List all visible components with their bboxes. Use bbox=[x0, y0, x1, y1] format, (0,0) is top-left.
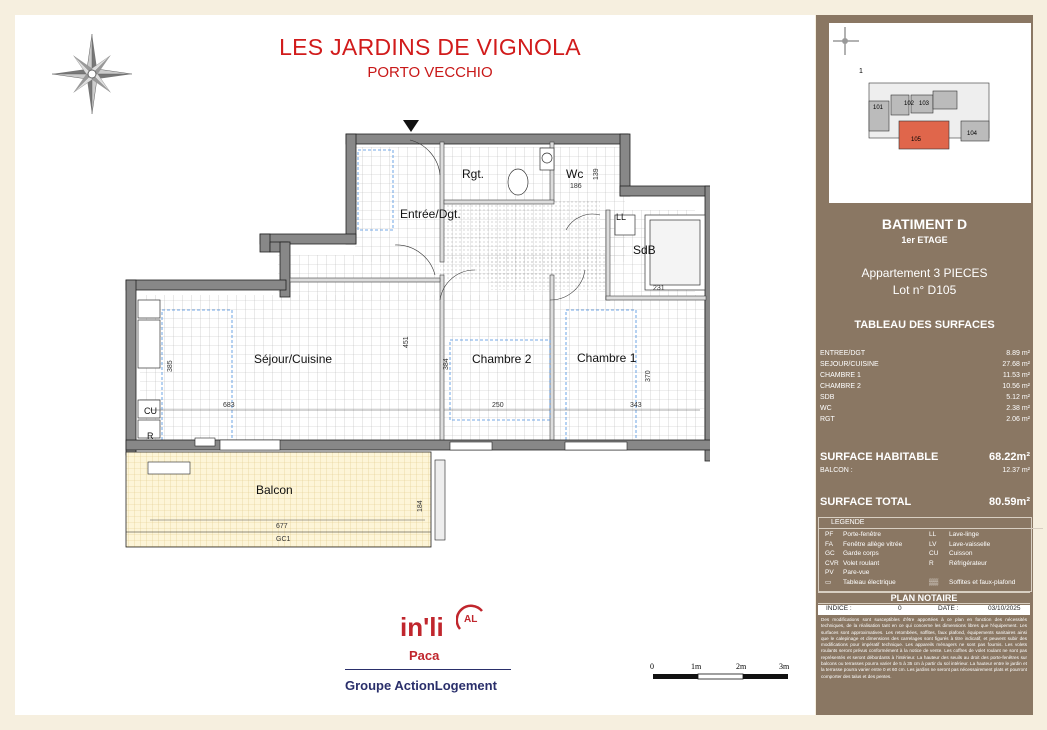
index-label: INDICE : bbox=[826, 605, 852, 612]
balcon-row bbox=[820, 467, 1030, 474]
legend-code: CVR bbox=[825, 559, 839, 567]
south-facade bbox=[126, 438, 710, 450]
scale-3m: 3m bbox=[779, 662, 790, 671]
keyplan-unit-103: 103 bbox=[919, 101, 930, 107]
legend-row bbox=[825, 568, 1025, 578]
dim-370: 370 bbox=[645, 370, 652, 382]
dim-683: 683 bbox=[223, 402, 235, 409]
keyplan-marker: 1 bbox=[859, 68, 863, 75]
surface-value: 8.89 m² bbox=[1006, 350, 1030, 357]
keyplan-unit-105: 105 bbox=[911, 137, 922, 143]
habitable-value: 68.22m² bbox=[989, 451, 1030, 463]
dim-451: 451 bbox=[403, 336, 410, 348]
dim-250: 250 bbox=[492, 402, 504, 409]
al-badge-icon bbox=[456, 603, 488, 633]
surface-value: 2.38 m² bbox=[1006, 405, 1030, 412]
legend-row bbox=[825, 559, 1025, 569]
disclaimer: Des modifications sont susceptibles d'être apportées à ce plan en fonction des nécessités techniques, de la réalisation tant en ce qui concerne les dimensions libres que l'équipement. Les surfaces sont approximatives. Les retombées, soffites, faux plafond, équipements sanitaires ainsi que le calepinage et dimensions des carrelages sont figurés à titre indicatif, et peuvent subir des modifications pour impératif technique. Les appareils ménagers ne sont pas fournis. Les volets roulants seront prévus conformément à la notice de vente. Les coffres de volet roulant ne sont pas représentés et seront débordants à l'intérieur. La hauteur des seuils au droit des porte-fenêtres sur balcons ou terrasses pourra varier de 5 à 35 cm à partir du sol intérieur. La hauteur entre le jardin et la terrasse pourra varier entre 0 et 60 cm. Les jardins ne seront pas nécessairement plats et pourront comporter des talus et des pentes. bbox=[821, 617, 1027, 679]
legend-code: PF bbox=[825, 531, 834, 538]
room-chambre1-label: Chambre 1 bbox=[577, 351, 637, 365]
brand-logo: in'li bbox=[400, 612, 444, 642]
room-entree-label: Entrée/Dgt. bbox=[400, 207, 461, 221]
notary-title: PLAN NOTAIRE bbox=[818, 592, 1030, 604]
floor-plan bbox=[110, 120, 710, 560]
legend-text: Garde corps bbox=[843, 550, 879, 558]
legend bbox=[818, 517, 1032, 592]
room-wc-label: Wc bbox=[566, 167, 584, 181]
balcon-value: 12.37 m² bbox=[1002, 467, 1030, 474]
legend-text: Volet roulant bbox=[843, 559, 880, 567]
legend-code: LV bbox=[929, 540, 937, 548]
surface-row bbox=[820, 372, 1030, 379]
notary-block bbox=[818, 592, 1030, 682]
surface-value: 10.56 m² bbox=[1002, 383, 1030, 390]
legend-code: CU bbox=[929, 550, 939, 558]
scale-0: 0 bbox=[650, 662, 654, 671]
legend-text: Réfrigérateur bbox=[949, 559, 987, 567]
legend-row bbox=[825, 540, 1025, 550]
room-sejour-label: Séjour/Cuisine bbox=[254, 352, 333, 366]
date-value: 03/10/2025 bbox=[988, 605, 1021, 612]
habitable-label: SURFACE HABITABLE bbox=[820, 451, 939, 463]
cu-label: CU bbox=[144, 406, 157, 416]
surfaces-title: TABLEAU DES SURFACES bbox=[854, 319, 995, 331]
surface-label: WC bbox=[820, 405, 832, 412]
total-value: 80.59m² bbox=[989, 496, 1030, 508]
surface-row bbox=[820, 416, 1030, 423]
scale-bar bbox=[645, 660, 795, 690]
total-label: SURFACE TOTAL bbox=[820, 496, 912, 508]
group-logo: Groupe ActionLogement bbox=[345, 678, 497, 693]
legend-row bbox=[825, 549, 1025, 559]
legend-row bbox=[825, 530, 1025, 540]
dim-385: 385 bbox=[167, 360, 174, 372]
r-label: R bbox=[147, 431, 154, 441]
keyplan-compass-icon bbox=[833, 27, 859, 55]
dim-184: 184 bbox=[417, 500, 424, 512]
surface-value: 5.12 m² bbox=[1006, 394, 1030, 401]
room-balcon-label: Balcon bbox=[256, 483, 293, 497]
index-value: 0 bbox=[898, 605, 902, 612]
surface-row bbox=[820, 383, 1030, 390]
legend-row bbox=[825, 578, 1025, 588]
dim-677: 677 bbox=[276, 523, 288, 530]
legend-text: Fenêtre allège vitrée bbox=[843, 540, 903, 548]
keyplan-unit-104: 104 bbox=[967, 131, 978, 137]
soffit-hatch-icon: ▒▒ bbox=[929, 578, 939, 586]
legend-text: Soffites et faux-plafond bbox=[949, 578, 1016, 586]
legend-code: GC bbox=[825, 550, 835, 558]
keyplan-unit-102: 102 bbox=[904, 101, 915, 107]
legend-text: Tableau électrique bbox=[843, 578, 896, 586]
brand-region: Paca bbox=[409, 648, 440, 663]
surface-row bbox=[820, 350, 1030, 357]
dim-186: 186 bbox=[570, 183, 582, 190]
surface-label: RGT bbox=[820, 416, 835, 423]
compass-rose-icon bbox=[40, 28, 140, 118]
logo-divider bbox=[345, 669, 511, 670]
keyplan-highlight bbox=[899, 121, 949, 149]
building-name: BATIMENT D bbox=[881, 216, 968, 232]
surface-label: SEJOUR/CUISINE bbox=[820, 361, 879, 368]
scale-2m: 2m bbox=[736, 662, 747, 671]
room-sdb-label: SdB bbox=[633, 243, 656, 257]
dim-384: 384 bbox=[443, 358, 450, 370]
keyplan-unit-101: 101 bbox=[873, 105, 884, 111]
balcon-label: BALCON : bbox=[820, 467, 853, 474]
legend-text: Cuisson bbox=[949, 550, 973, 558]
gc1-label: GC1 bbox=[276, 536, 291, 543]
legend-text: Lave-vaisselle bbox=[949, 540, 991, 548]
dim-231: 231 bbox=[653, 285, 665, 292]
project-location: PORTO VECCHIO bbox=[367, 64, 493, 81]
surface-row bbox=[820, 405, 1030, 412]
lot-number: Lot n° D105 bbox=[892, 283, 957, 297]
entry-arrow-icon bbox=[403, 120, 419, 132]
surface-row bbox=[820, 361, 1030, 368]
room-rgt-label: Rgt. bbox=[462, 167, 485, 181]
surface-value: 2.06 m² bbox=[1006, 416, 1030, 423]
room-chambre2-label: Chambre 2 bbox=[472, 352, 532, 366]
habitable-row bbox=[820, 451, 1030, 463]
legend-code: FA bbox=[825, 540, 833, 548]
surface-label: SDB bbox=[820, 394, 835, 401]
legend-title: LEGENDE bbox=[819, 518, 1043, 529]
legend-code: R bbox=[929, 559, 934, 567]
ll-label: LL bbox=[616, 212, 627, 222]
date-label: DATE : bbox=[938, 605, 959, 612]
al-badge-text: AL bbox=[464, 614, 478, 625]
total-row bbox=[820, 496, 1030, 508]
legend-text: Porte-fenêtre bbox=[843, 531, 881, 538]
surface-value: 11.53 m² bbox=[1002, 372, 1030, 379]
key-plan bbox=[829, 23, 1031, 203]
dim-343: 343 bbox=[630, 402, 642, 409]
project-title: LES JARDINS DE VIGNOLA bbox=[279, 34, 581, 60]
apartment-type: Appartement 3 PIECES bbox=[861, 266, 988, 280]
floor-name: 1er ETAGE bbox=[901, 235, 948, 245]
surface-label: ENTREE/DGT bbox=[820, 350, 866, 357]
scale-1m: 1m bbox=[691, 662, 702, 671]
surface-label: CHAMBRE 1 bbox=[820, 372, 861, 379]
legend-code: LL bbox=[929, 531, 937, 538]
legend-text: Pare-vue bbox=[843, 569, 870, 577]
surface-value: 27.68 m² bbox=[1002, 361, 1030, 368]
dim-139: 139 bbox=[593, 168, 600, 180]
legend-code: PV bbox=[825, 569, 834, 577]
legend-text: Lave-linge bbox=[949, 531, 979, 538]
surface-row bbox=[820, 394, 1030, 401]
electric-panel-icon: ▭ bbox=[825, 578, 832, 586]
surface-label: CHAMBRE 2 bbox=[820, 383, 861, 390]
